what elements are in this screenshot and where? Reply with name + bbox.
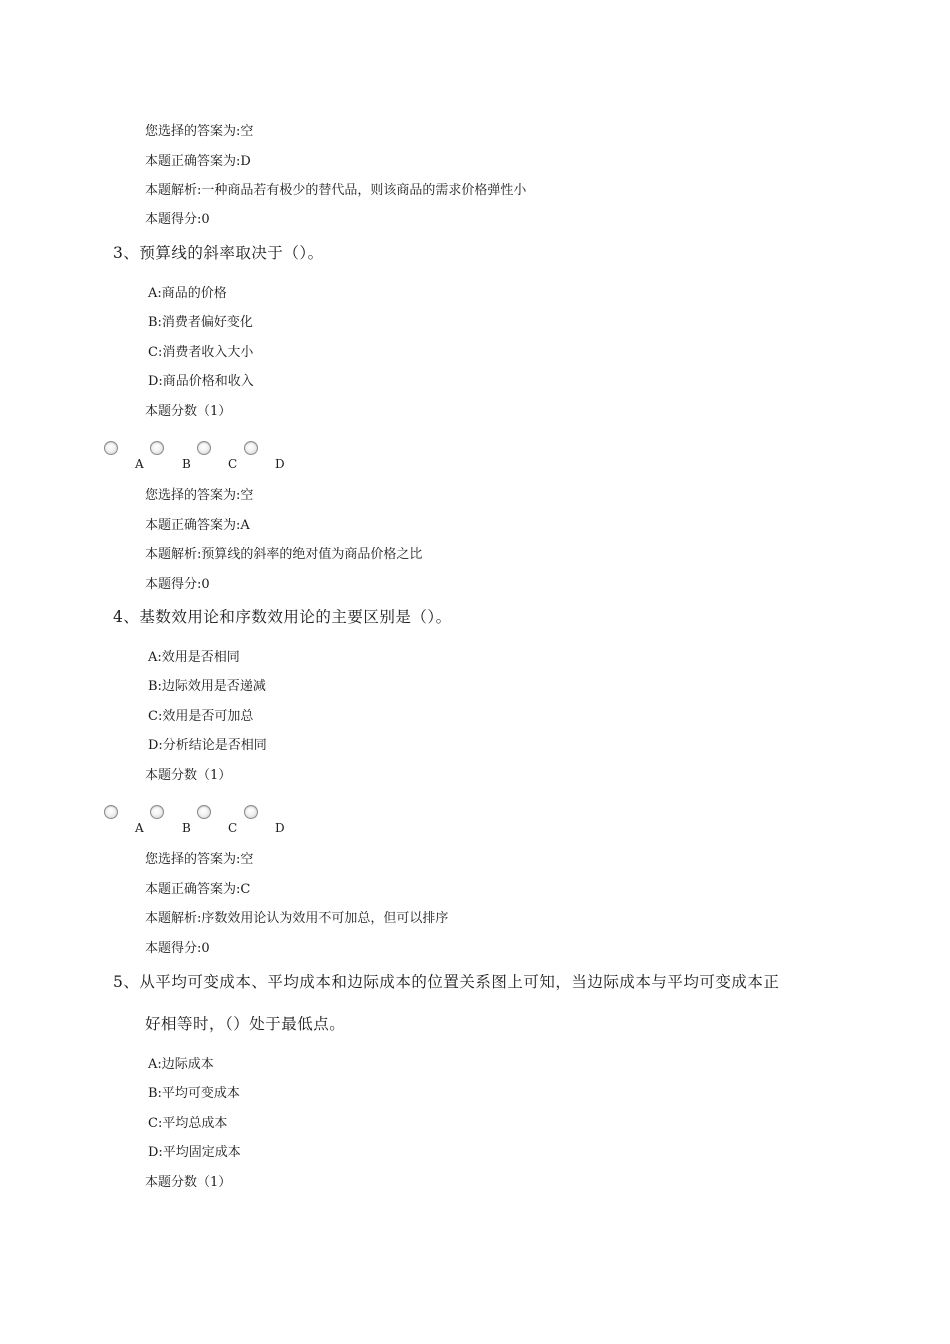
q3-radio-b[interactable] — [150, 441, 164, 455]
q4-score: 本题得分:0 — [145, 941, 210, 956]
q4-radio-label-d: D — [275, 821, 285, 835]
q5-option-a: A:边际成本 — [148, 1057, 214, 1072]
q3-radio-label-d: D — [275, 457, 285, 471]
q4-radio-label-a: A — [135, 821, 144, 835]
q4-radio-label-b: B — [182, 821, 191, 835]
score-text: 本题得分:0 — [145, 212, 210, 227]
q3-radio-label-c: C — [228, 457, 238, 471]
q4-radio-label-c: C — [228, 821, 238, 835]
q4-points: 本题分数（1） — [145, 768, 232, 783]
q3-option-d: D:商品价格和收入 — [148, 374, 254, 389]
q4-your-answer: 您选择的答案为:空 — [145, 852, 254, 867]
question-5-text-line1: 5、从平均可变成本、平均成本和边际成本的位置关系图上可知，当边际成本与平均可变成本正 — [113, 973, 780, 991]
question-5-text-line2: 好相等时，（）处于最低点。 — [145, 1015, 346, 1033]
q3-radio-c[interactable] — [197, 441, 211, 455]
q4-radio-a[interactable] — [104, 805, 118, 819]
question-3-text: 3、预算线的斜率取决于（）。 — [113, 244, 324, 262]
your-answer-text: 您选择的答案为:空 — [145, 124, 254, 139]
q3-analysis: 本题解析:预算线的斜率的绝对值为商品价格之比 — [145, 547, 423, 562]
q4-analysis: 本题解析:序数效用论认为效用不可加总，但可以排序 — [145, 911, 449, 926]
q3-radio-d[interactable] — [244, 441, 258, 455]
q3-your-answer: 您选择的答案为:空 — [145, 488, 254, 503]
q5-option-d: D:平均固定成本 — [148, 1145, 241, 1160]
correct-answer-text: 本题正确答案为:D — [145, 154, 251, 169]
q5-points: 本题分数（1） — [145, 1175, 232, 1190]
analysis-text: 本题解析:一种商品若有极少的替代品，则该商品的需求价格弹性小 — [145, 183, 527, 198]
q4-option-d: D:分析结论是否相同 — [148, 738, 267, 753]
q4-radio-group — [104, 805, 344, 839]
q3-correct-answer: 本题正确答案为:A — [145, 518, 250, 533]
q3-option-c: C:消费者收入大小 — [148, 345, 254, 360]
q4-option-b: B:边际效用是否递减 — [148, 679, 266, 694]
q3-option-b: B:消费者偏好变化 — [148, 315, 253, 330]
q4-radio-b[interactable] — [150, 805, 164, 819]
q4-radio-d[interactable] — [244, 805, 258, 819]
q3-radio-group — [104, 441, 344, 475]
q4-option-a: A:效用是否相同 — [148, 650, 240, 665]
q4-option-c: C:效用是否可加总 — [148, 709, 254, 724]
q3-score: 本题得分:0 — [145, 577, 210, 592]
q5-option-b: B:平均可变成本 — [148, 1086, 240, 1101]
q3-points: 本题分数（1） — [145, 404, 232, 419]
q4-correct-answer: 本题正确答案为:C — [145, 882, 251, 897]
q5-option-c: C:平均总成本 — [148, 1116, 228, 1131]
q3-radio-label-a: A — [135, 457, 144, 471]
q3-radio-label-b: B — [182, 457, 191, 471]
q4-radio-c[interactable] — [197, 805, 211, 819]
question-4-text: 4、基数效用论和序数效用论的主要区别是（）。 — [113, 608, 452, 626]
q3-radio-a[interactable] — [104, 441, 118, 455]
q3-option-a: A:商品的价格 — [148, 286, 227, 301]
